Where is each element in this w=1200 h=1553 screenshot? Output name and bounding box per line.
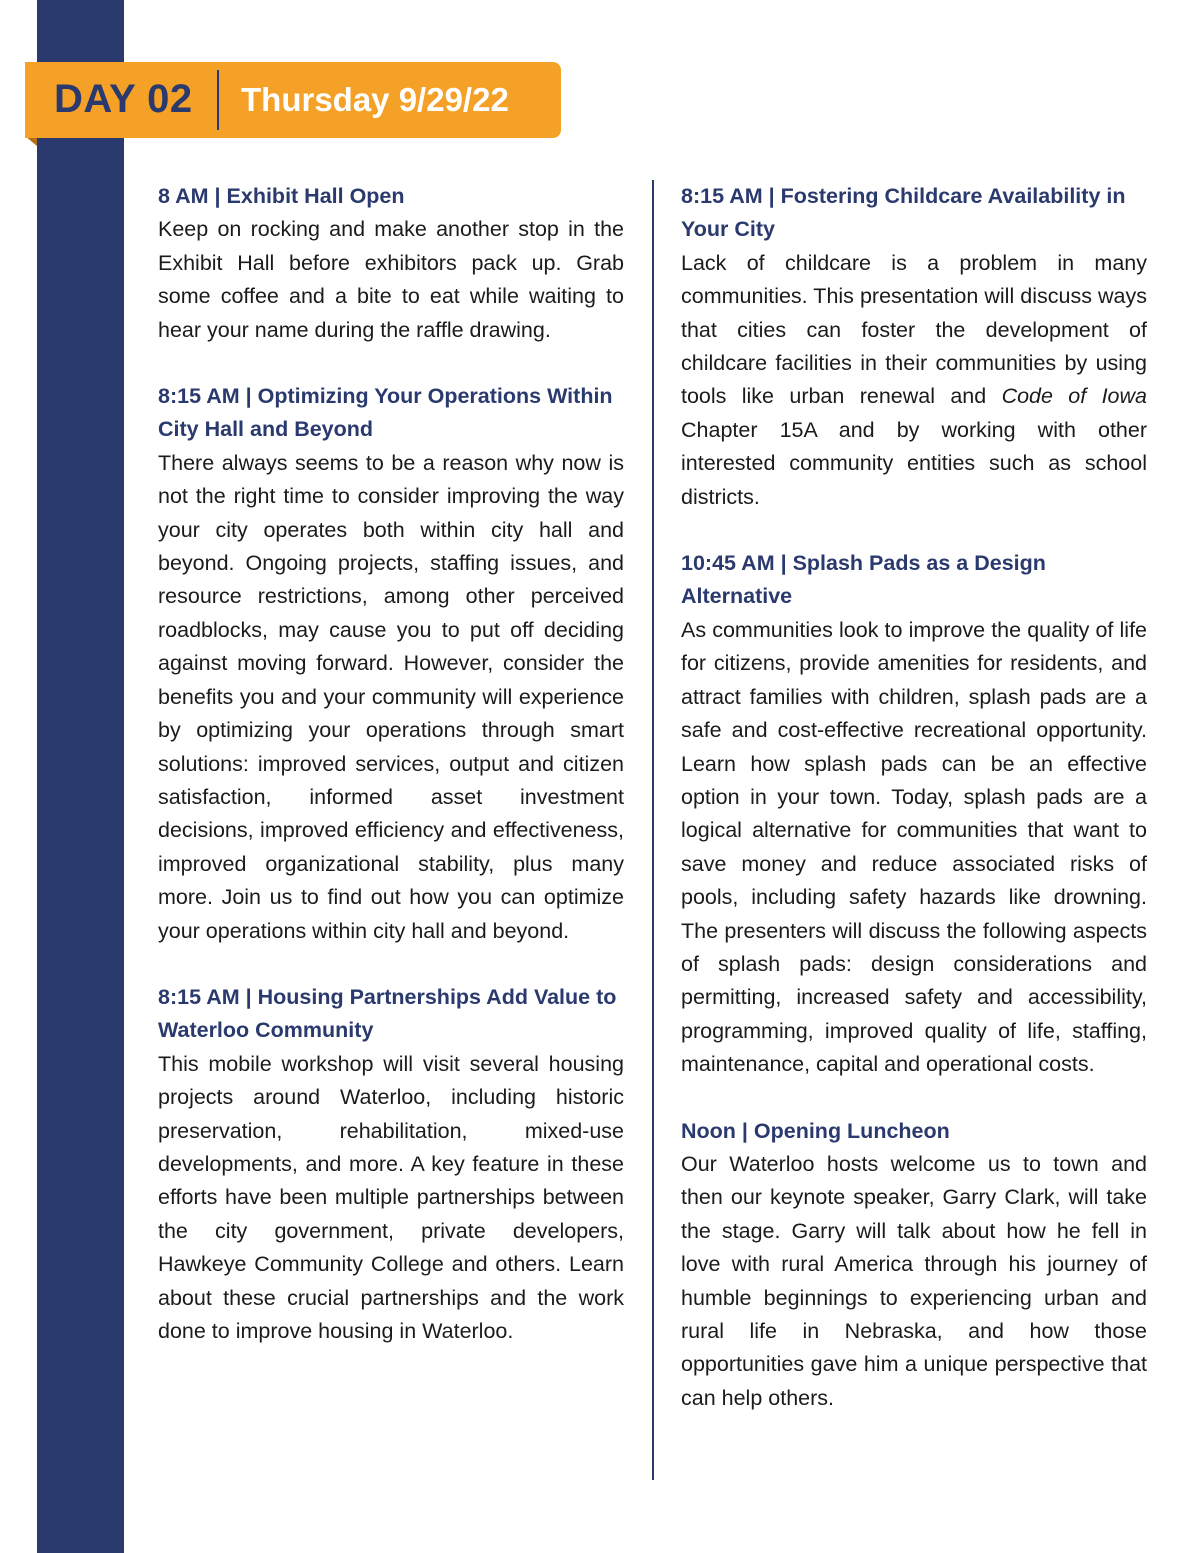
session-opening-luncheon bbox=[681, 1115, 1147, 1416]
session-description: As communities look to improve the quality of life for citizens, provide amenities for residents, and attract families with children, splash pads are a safe and cost-effective recreational opportunity. Learn how splash pads can be an effective option in your town. Today, splash pads are a logical alternative for communities that want to save money and reduce associated risks of pools, including safety hazards like drowning. The presenters will discuss the following aspects of splash pads: design considerations and permitting, increased safety and accessibility, programming, improved quality of life, staffing, maintenance, capital and operational costs. bbox=[681, 617, 1147, 1077]
code-of-iowa-reference: Code of Iowa bbox=[1001, 384, 1147, 409]
description-text: Chapter 15A and by working with other interested community entities such as school districts. bbox=[681, 417, 1147, 509]
session-description: Our Waterloo hosts welcome us to town and then our keynote speaker, Garry Clark, will take the stage. Garry will talk about how he fell in love with rural America through his journey of humble beginnings to experiencing urban and rural life in Nebraska, and how those opportunities gave him a unique perspective that can help others. bbox=[681, 1151, 1147, 1410]
banner-divider bbox=[217, 70, 219, 130]
session-housing-partnerships bbox=[158, 981, 624, 1348]
session-title: 10:45 AM | Splash Pads as a Design Alternative bbox=[681, 551, 1046, 609]
session-exhibit-hall bbox=[158, 180, 624, 347]
right-column bbox=[681, 180, 1147, 1448]
session-optimizing-operations bbox=[158, 380, 624, 948]
session-description: There always seems to be a reason why now is not the right time to consider improving the way your city operates both within city hall and beyond. Ongoing projects, staffing issues, and resource restrictions, among other perceived roadblocks, may cause you to put off deciding against moving forward. However, consider the benefits you and your community will experience by optimizing your operations through smart solutions: improved services, output and citizen satisfaction, informed asset investment decisions, improved efficiency and effectiveness, improved organizational stability, plus many more. Join us to find out how you can optimize your operations within city hall and beyond. bbox=[158, 450, 624, 943]
day-banner bbox=[25, 62, 561, 138]
session-childcare bbox=[681, 180, 1147, 514]
day-date: Thursday 9/29/22 bbox=[241, 81, 509, 118]
session-title: 8:15 AM | Housing Partnerships Add Value to Waterloo Community bbox=[158, 984, 617, 1043]
description-text: Lack of childcare is a problem in many communities. This presentation will discuss ways that cities can foster the development of childcare facilities in their communities by using tools like urban renewal and bbox=[681, 250, 1147, 409]
side-accent-bar bbox=[37, 0, 124, 1553]
session-title: 8:15 AM | Optimizing Your Operations Within City Hall and Beyond bbox=[158, 384, 613, 442]
left-column bbox=[158, 180, 624, 1381]
session-title: Noon | Opening Luncheon bbox=[681, 1118, 950, 1143]
day-label: DAY 02 bbox=[54, 77, 193, 121]
session-title: 8:15 AM | Fostering Childcare Availability in Your City bbox=[681, 184, 1126, 242]
column-divider bbox=[652, 180, 654, 1480]
session-splash-pads bbox=[681, 547, 1147, 1082]
session-description: Keep on rocking and make another stop in the Exhibit Hall before exhibitors pack up. Grab some coffee and a bite to eat while waiting to hear your name during the raffle drawing. bbox=[158, 217, 624, 342]
session-description bbox=[681, 247, 1147, 514]
session-title: 8 AM | Exhibit Hall Open bbox=[158, 184, 405, 208]
session-description: This mobile workshop will visit several housing projects around Waterloo, including historic preservation, rehabilitation, mixed-use developments, and more. A key feature in these efforts have been multiple partnerships between the city government, private developers, Hawkeye Community College and others. Learn about these crucial partnerships and the work done to improve housing in Waterloo. bbox=[158, 1051, 624, 1343]
